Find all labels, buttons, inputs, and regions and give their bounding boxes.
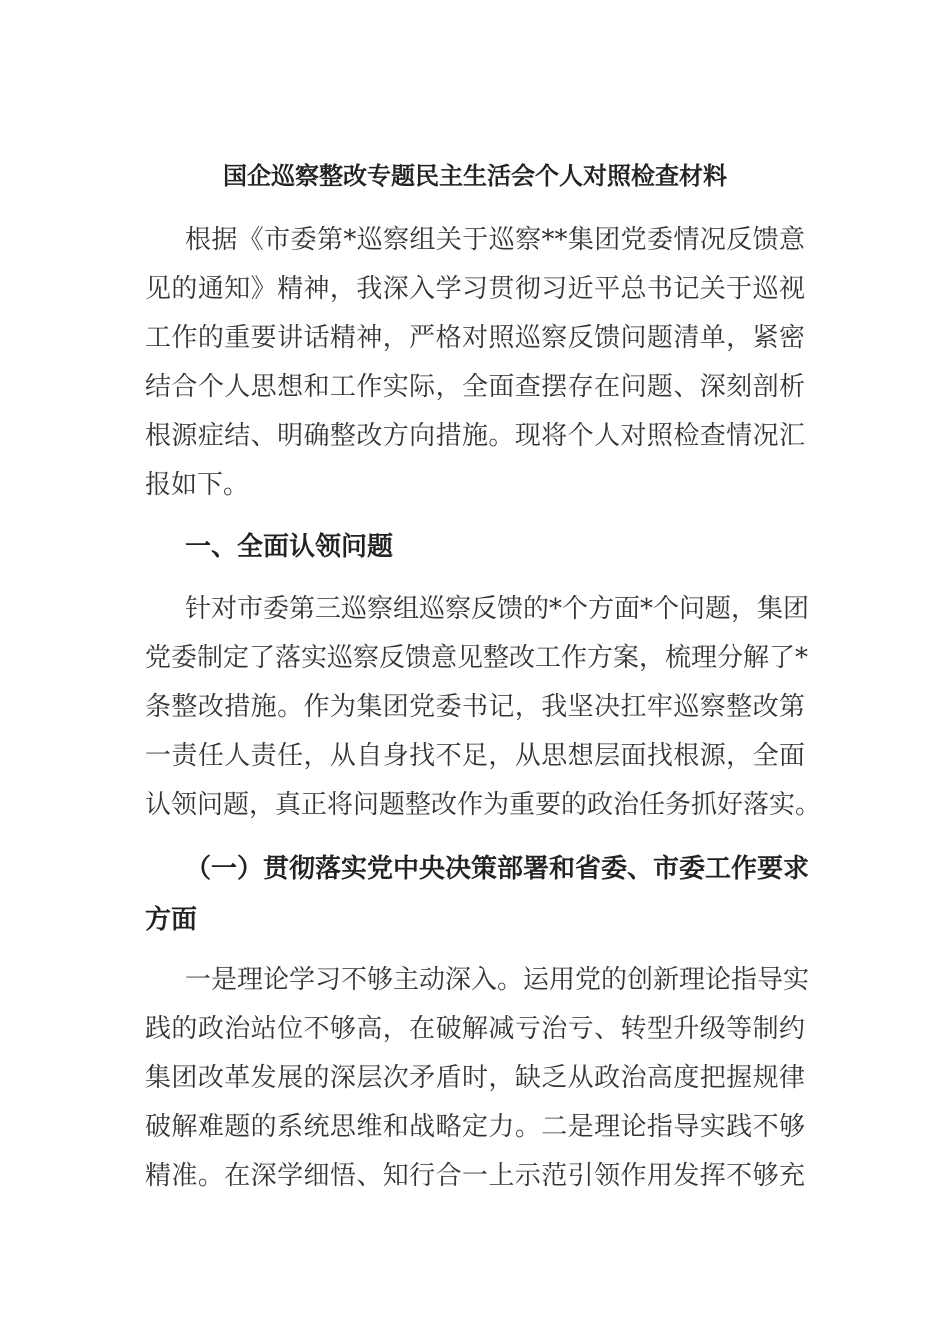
text-line: 根源症结、明确整改方向措施。现将个人对照检查情况汇 bbox=[145, 421, 805, 451]
text-line: 党委制定了落实巡察反馈意见整改工作方案，梳理分解了* bbox=[145, 643, 809, 673]
text-line: 工作的重要讲话精神，严格对照巡察反馈问题清单，紧密 bbox=[145, 323, 805, 353]
text-line: 报如下。 bbox=[145, 470, 250, 500]
text-line: 认领问题，真正将问题整改作为重要的政治任务抓好落实。 bbox=[145, 790, 822, 820]
text-line: 精准。在深学细悟、知行合一上示范引领作用发挥不够充 bbox=[145, 1161, 805, 1191]
text-line: 见的通知》精神，我深入学习贯彻习近平总书记关于巡视 bbox=[145, 274, 805, 304]
text-line: 针对市委第三巡察组巡察反馈的*个方面*个问题，集团 bbox=[185, 594, 810, 624]
text-line: 结合个人思想和工作实际，全面查摆存在问题、深刻剖析 bbox=[145, 372, 805, 402]
text-line: 根据《市委第*巡察组关于巡察**集团党委情况反馈意 bbox=[185, 225, 805, 255]
text-line: 方面 bbox=[145, 905, 198, 935]
text-line: 破解难题的系统思维和战略定力。二是理论指导实践不够 bbox=[145, 1112, 805, 1142]
text-line: 践的政治站位不够高，在破解减亏治亏、转型升级等制约 bbox=[145, 1014, 805, 1044]
text-line: 条整改措施。作为集团党委书记，我坚决扛牢巡察整改第 bbox=[145, 692, 805, 722]
text-line: 集团改革发展的深层次矛盾时，缺乏从政治高度把握规律 bbox=[145, 1063, 805, 1093]
section-heading: 一、全面认领问题 bbox=[185, 532, 394, 562]
document-title: 国企巡察整改专题民主生活会个人对照检查材料 bbox=[223, 162, 727, 190]
text-line: 一责任人责任，从自身找不足，从思想层面找根源，全面 bbox=[145, 741, 805, 771]
text-line: 一是理论学习不够主动深入。运用党的创新理论指导实 bbox=[185, 965, 810, 995]
text-line: （一）贯彻落实党中央决策部署和省委、市委工作要求 bbox=[185, 854, 810, 884]
